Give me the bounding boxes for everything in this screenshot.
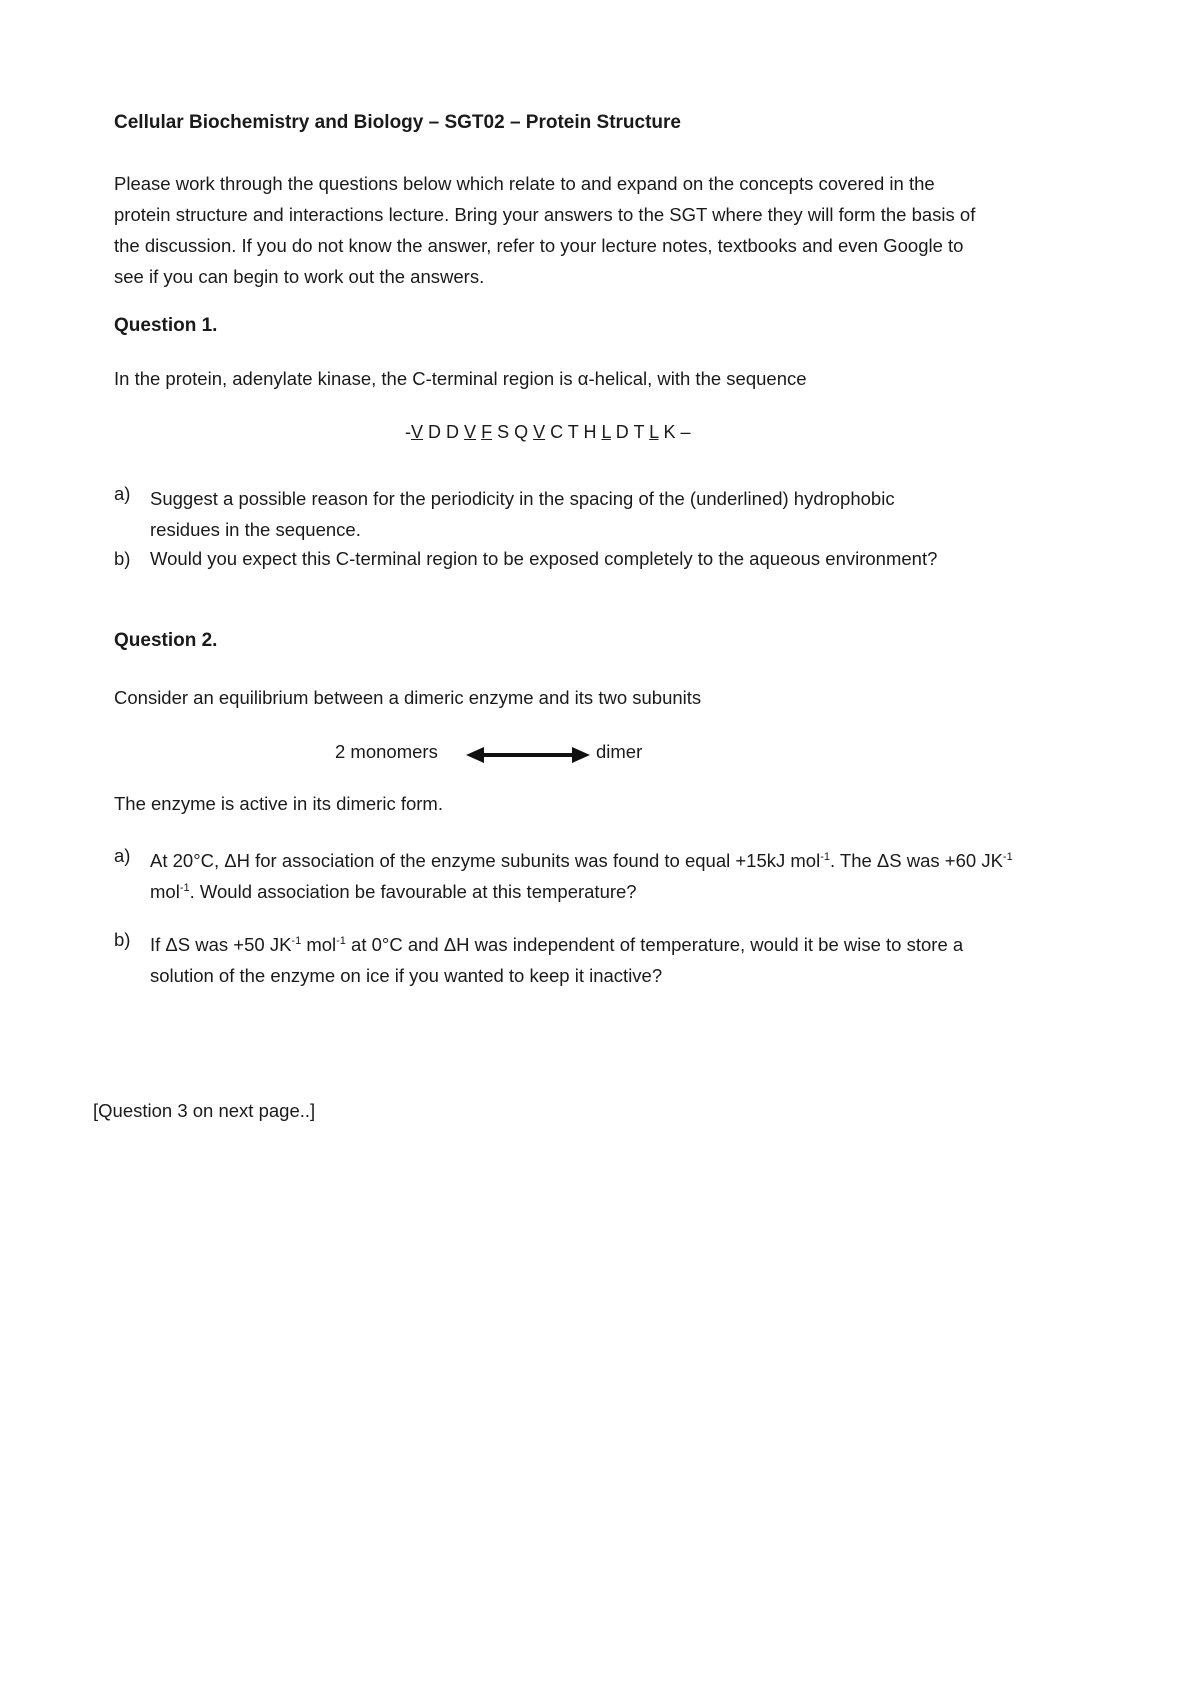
- sequence-residue-underlined: L: [649, 422, 659, 442]
- intro-line: protein structure and interactions lecture. Bring your answers to the SGT where they will form the basis of: [114, 204, 976, 225]
- text-run: at 0°C and ΔH was independent of temperature, would it be wise to store a: [345, 934, 964, 955]
- text-run: . The ΔS was +60 JK: [829, 850, 1003, 871]
- superscript: -1: [1002, 851, 1013, 863]
- superscript: -1: [336, 935, 346, 947]
- q2-b-label: b): [114, 929, 131, 950]
- q2-a-text: [150, 845, 1150, 907]
- superscript: -1: [179, 882, 190, 894]
- q1-a-line: residues in the sequence.: [150, 519, 361, 540]
- intro-line: Please work through the questions below which relate to and expand on the concepts covered in the: [114, 173, 935, 194]
- question-1-stem: [114, 368, 807, 390]
- q2-b-line: [150, 929, 1150, 960]
- text-run: At 20°C, ΔH for association of the enzyme subunits was found to equal +15kJ mol: [150, 850, 821, 871]
- sequence-text: D T: [610, 422, 650, 442]
- double-arrow-icon: [466, 744, 590, 766]
- q2-a-line: [150, 876, 1150, 907]
- text-run: mol: [301, 934, 337, 955]
- intro-line: the discussion. If you do not know the answer, refer to your lecture notes, textbooks and even Google to: [114, 235, 964, 256]
- question-1-heading: Question 1.: [114, 315, 218, 336]
- stem-text: -helical, with the sequence: [588, 368, 807, 389]
- sequence-text: -: [405, 422, 411, 442]
- q2-b-text: [150, 929, 1150, 991]
- superscript: -1: [291, 935, 302, 947]
- sequence-text: K –: [658, 422, 691, 442]
- sequence-residue-underlined: V: [411, 422, 424, 442]
- q2-a-line: [150, 845, 1150, 876]
- q1-a-line: Suggest a possible reason for the periodicity in the spacing of the (underlined) hydrophobic: [150, 488, 895, 509]
- equation-right-term: dimer: [596, 741, 643, 762]
- q2-a-label: a): [114, 845, 131, 866]
- question-2-heading: Question 2.: [114, 630, 218, 651]
- q1-a-text: [150, 483, 895, 545]
- document-title: Cellular Biochemistry and Biology – SGT02 – Protein Structure: [114, 112, 681, 133]
- text-run: . Would association be favourable at this temperature?: [189, 881, 637, 902]
- sequence-text: S Q: [492, 422, 534, 442]
- stem-text: In the protein, adenylate kinase, the C-terminal region is: [114, 368, 578, 389]
- sequence-residue-underlined: V: [464, 422, 477, 442]
- equation-left-term: 2 monomers: [335, 741, 438, 762]
- sequence-residue-underlined: F: [481, 422, 493, 442]
- text-run: If ΔS was +50 JK: [150, 934, 292, 955]
- sequence-residue-underlined: L: [601, 422, 611, 442]
- q2-b-line: solution of the enzyme on ice if you wanted to keep it inactive?: [150, 965, 663, 986]
- sequence-text: C T H: [545, 422, 602, 442]
- q1-a-label: a): [114, 483, 131, 504]
- sequence-text: D D: [423, 422, 465, 442]
- q1-b-label: b): [114, 548, 131, 569]
- question-2-stem: Consider an equilibrium between a dimeric enzyme and its two subunits: [114, 687, 702, 708]
- sequence-residue-underlined: V: [533, 422, 546, 442]
- next-page-note: [Question 3 on next page..]: [93, 1100, 316, 1121]
- text-run: mol: [150, 881, 180, 902]
- amino-acid-sequence: [405, 422, 691, 443]
- alpha-symbol: α: [577, 368, 589, 389]
- superscript: -1: [820, 851, 830, 863]
- active-form-note: The enzyme is active in its dimeric form.: [114, 793, 443, 814]
- q1-b-text: Would you expect this C-terminal region to be exposed completely to the aqueous environment?: [150, 548, 938, 569]
- intro-line: see if you can begin to work out the answers.: [114, 266, 485, 287]
- intro-paragraph: [114, 168, 975, 292]
